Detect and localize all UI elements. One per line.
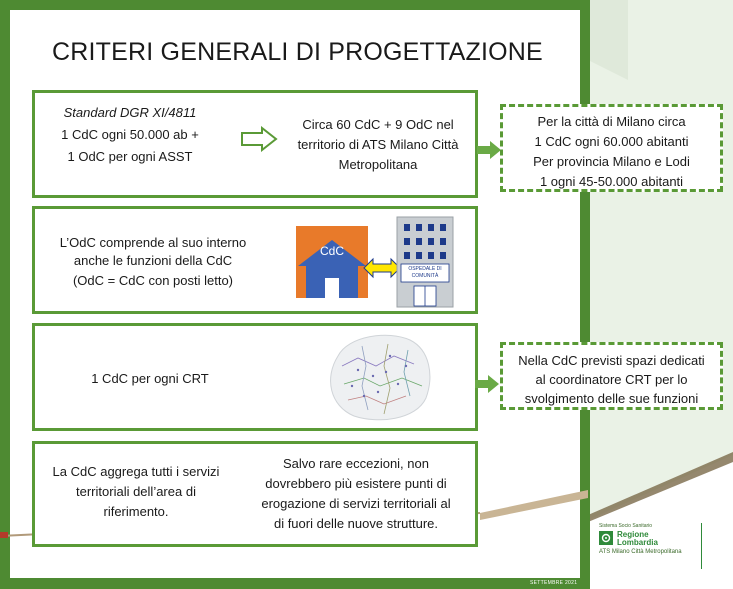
connector-arrow-icon-2: [474, 374, 500, 394]
regione-lombardia-logo: [597, 523, 707, 573]
logo-region-text: [617, 531, 658, 547]
exception-line2: dovrebbero più esistere punti di: [265, 476, 447, 491]
hospital-label-line1: OSPEDALE DI: [408, 266, 442, 272]
standard-line2: 1 CdC ogni 50.000 ab +: [61, 127, 199, 142]
hospital-building-icon: [396, 216, 454, 308]
standard-dgr-label: Standard DGR XI/4811: [63, 105, 197, 120]
standard-line3: 1 OdC per ogni ASST: [67, 149, 193, 164]
crt-note-line3: svolgimento delle sue funzioni: [524, 391, 699, 406]
milan-note-line2: 1 CdC ogni 60.000 abitanti: [534, 134, 689, 149]
logo-region-line2: Lombardia: [617, 538, 658, 547]
logo-divider: [701, 523, 702, 569]
crt-note-line1: Nella CdC previsti spazi dedicati: [518, 353, 705, 368]
connector-arrow-icon: [476, 140, 502, 160]
aggregation-line2: territoriali dell’area di: [76, 484, 196, 499]
milan-map-image: [318, 326, 436, 426]
lombardia-rose-icon: [599, 531, 613, 545]
estimate-line2: territorio di ATS Milano Città: [297, 137, 459, 152]
crt-note-line2: al coordinatore CRT per lo: [535, 372, 688, 387]
milan-note-line3: Per provincia Milano e Lodi: [533, 154, 690, 169]
footer-date: SETTEMBRE 2021: [530, 580, 578, 586]
logo-region-line1: Regione: [617, 530, 649, 539]
odc-line1: L’OdC comprende al suo interno: [59, 235, 247, 250]
logo-system-text: Sistema Socio Sanitario: [599, 523, 653, 529]
hospital-label-line2: COMUNITÀ: [411, 273, 439, 279]
crt-text: 1 CdC per ogni CRT: [91, 371, 209, 386]
aggregation-line1: La CdC aggrega tutti i servizi: [52, 464, 220, 479]
estimate-line1: Circa 60 CdC + 9 OdC nel: [302, 117, 454, 132]
exception-line1: Salvo rare eccezioni, non: [283, 456, 429, 471]
aggregation-line3: riferimento.: [103, 504, 169, 519]
house-icon: [292, 222, 372, 300]
odc-line3: (OdC = CdC con posti letto): [72, 273, 234, 288]
odc-line2: anche le funzioni della CdC: [73, 253, 233, 268]
logo-ats-text: ATS Milano Città Metropolitana: [599, 549, 682, 555]
milan-note-line4: 1 ogni 45-50.000 abitanti: [539, 174, 684, 189]
exception-line4: di fuori delle nuove strutture.: [273, 516, 439, 531]
exception-line3: erogazione di servizi territoriali al: [261, 496, 451, 511]
house-label: CdC: [319, 244, 344, 258]
hospital-label: [401, 266, 449, 280]
right-arrow-icon: [240, 126, 278, 152]
estimate-line3: Metropolitana: [338, 157, 418, 172]
milan-note-line1: Per la città di Milano circa: [537, 114, 686, 129]
page-title: CRITERI GENERALI DI PROGETTAZIONE: [52, 38, 543, 66]
